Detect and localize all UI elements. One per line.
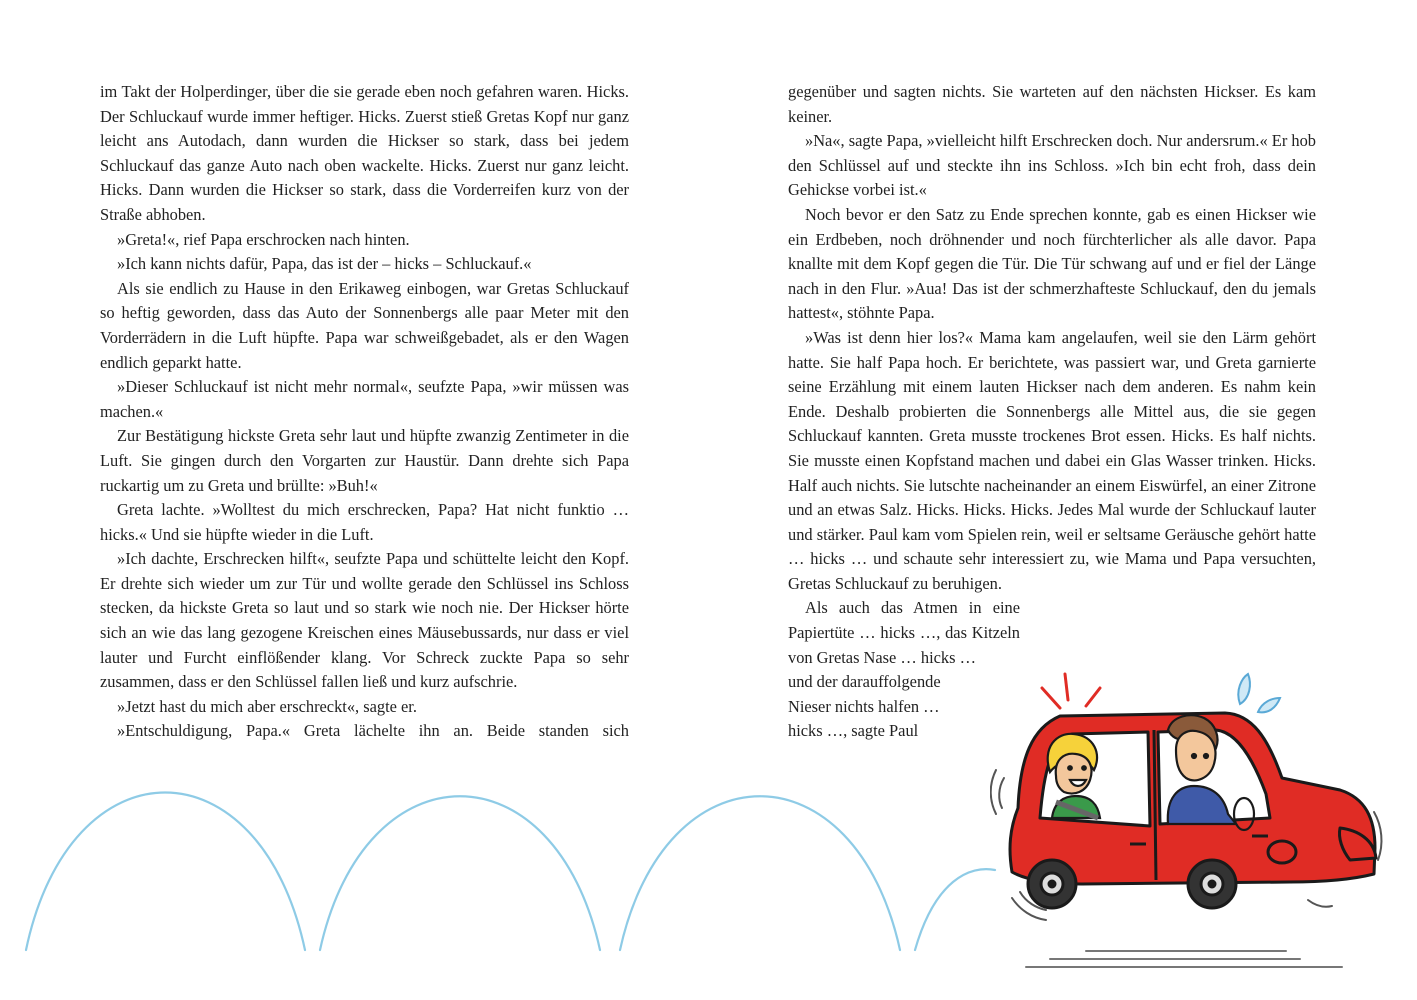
car-illustration	[990, 668, 1390, 978]
paragraph: Greta lachte. »Wolltest du mich erschrecken, Papa? Hat nicht funktio … hicks.« Und sie hüpfte wieder in die Luft.	[100, 500, 629, 544]
paragraph: Noch bevor er den Satz zu Ende sprechen konnte, gab es einen Hickser wie ein Erdbeben, noch dröhnender und noch fürchterlicher als alle davor. Papa knallte mit dem Kopf gegen die Tür. Die Tür schwang auf und er fiel der Länge nach in den Flur. »Aua! Das ist der schmerzhafteste Schluckauf, den du jemals hattest«, stöhnte Papa.	[788, 204, 1316, 323]
left-page-text	[100, 80, 629, 744]
wrap-line: von Gretas Nase … hicks …	[788, 647, 976, 667]
paragraph: »Ich kann nichts dafür, Papa, das ist der – hicks – Schluckauf.«	[117, 254, 532, 274]
paragraph: »Entschuldigung, Papa.« Greta lächelte ihn an. Beide standen sich	[117, 721, 629, 741]
wrapped-paragraph	[788, 596, 1020, 744]
right-page-text	[788, 80, 1316, 744]
sweat-drops-icon	[1238, 674, 1280, 712]
ground-lines	[1026, 951, 1342, 967]
paragraph: im Takt der Holperdinger, über die sie gerade eben noch gefahren waren. Hicks. Der Schluckauf wurde immer heftiger. Hicks. Zuerst stieß Gretas Kopf nur ganz leicht ans Autodach, dann wurden die Hickser so stark, dass bei jedem Schluckauf das ganze Auto nach oben wackelte. Hicks. Zuerst nur ganz leicht. Hicks. Dann wurden die Hickser so stark, dass die Vorderreifen kurz von der Straße abhoben.	[100, 82, 629, 224]
bounce-arc-4	[915, 869, 995, 950]
paragraph: gegenüber und sagten nichts. Sie warteten auf den nächsten Hickser. Es kam keiner.	[788, 82, 1316, 126]
paragraph: »Ich dachte, Erschrecken hilft«, seufzte Papa und schüttelte leicht den Kopf. Er drehte sich wieder um zur Tür und wollte gerade den Schlüssel ins Schloss stecken, da hickste Greta so laut und so stark wie noch nie. Der Hickser hörte sich an wie das lang gezogene Kreischen eines Mäusebussards, nur dass er viel lauter und Furcht einflößender klang. Vor Schreck zuckte Papa so sehr zusammen, dass er den Schlüssel fallen ließ und kurz aufschrie.	[100, 549, 629, 692]
paragraph: »Was ist denn hier los?« Mama kam angelaufen, weil sie den Lärm gehört hatte. Sie half Papa hoch. Er berichtete, was passiert war, und Greta garnierte seine Erzählung mit einem lauten Hickser nach dem anderen. Es nahm kein Ende. Deshalb probierten die Sonnenbergs alle Mittel aus, die sie gegen Schluckauf kannten. Greta musste trockenes Brot essen. Hicks. Es half nichts. Sie musste einen Kopfstand machen und dabei ein Glas Wasser trinken. Hicks. Half auch nichts. Sie lutschte nacheinander an einem Eiswürfel, an einer Zitrone und an etwas Salz. Hicks. Hicks. Hicks. Jedes Mal wurde der Schluckauf lauter und stärker. Paul kam vom Spielen rein, weil er seltsame Geräusche gehört hatte … hicks … und schaute sehr interessiert zu, wie Mama und Papa versuchten, Gretas Schluckauf zu beruhigen.	[788, 327, 1316, 593]
bounce-arc-2	[320, 796, 600, 950]
wrap-line: hicks …, sagte Paul	[788, 721, 919, 741]
greta-figure	[1048, 734, 1100, 818]
paragraph: Zur Bestätigung hickste Greta sehr laut und hüpfte zwanzig Zentimeter in die Luft. Sie gingen durch den Vorgarten zur Haustür. Dann drehte sich Papa ruckartig um zu Greta und brüllte: »Buh!«	[100, 426, 629, 495]
paragraph: »Dieser Schluckauf ist nicht mehr normal«, seufzte Papa, »wir müssen was machen.«	[100, 377, 629, 421]
wrap-line: Als auch das Atmen in eine	[805, 598, 1020, 618]
wheel-front	[1188, 860, 1236, 908]
shock-lines-icon	[1042, 674, 1100, 708]
wrap-line: Nieser nichts halfen …	[788, 696, 940, 716]
paragraph: »Na«, sagte Papa, »vielleicht hilft Erschrecken doch. Nur andersrum.« Er hob den Schlüssel auf und steckte ihn ins Schloss. »Ich bin echt froh, dass dein Gehickse vorbei ist.«	[788, 131, 1316, 200]
paragraph: »Jetzt hast du mich aber erschreckt«, sagte er.	[117, 696, 417, 716]
wrap-line: Papiertüte … hicks …, das Kitzeln	[788, 623, 1020, 643]
wrap-line: und der darauffolgende	[788, 672, 941, 692]
bounce-arc-1	[26, 793, 305, 951]
paragraph: Als sie endlich zu Hause in den Erikaweg einbogen, war Gretas Schluckauf so heftig geworden, dass das Auto der Sonnenbergs alle paar Meter mit den Vorderrädern in die Luft hüpfte. Papa war schweißgebadet, als er den Wagen endlich geparkt hatte.	[100, 278, 629, 372]
paragraph: »Greta!«, rief Papa erschrocken nach hinten.	[117, 229, 410, 249]
bounce-arc-3	[620, 796, 900, 950]
wheel-rear	[1028, 860, 1076, 908]
